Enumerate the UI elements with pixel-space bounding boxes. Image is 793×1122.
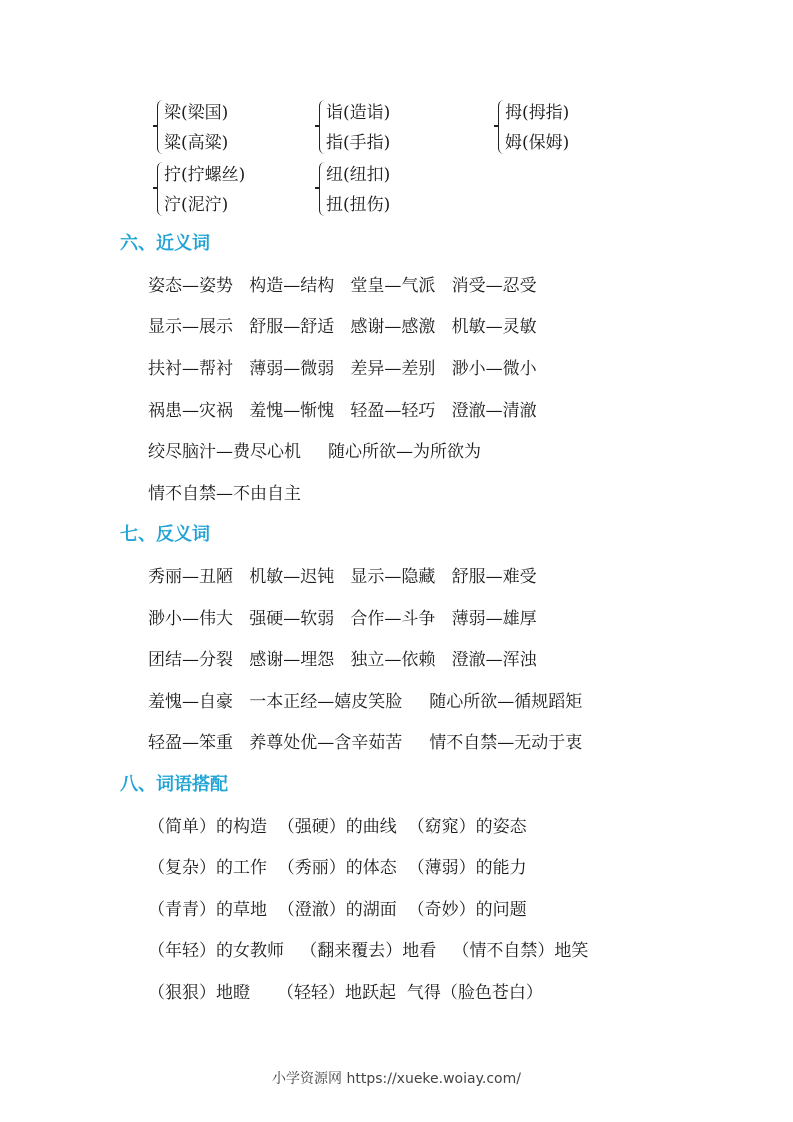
char-group-5 (326, 160, 390, 220)
collocation-line: （狠狠）地瞪 （轻轻）地跃起 气得（脸色苍白） (148, 983, 543, 1003)
char-item: 诣(造诣) (326, 103, 391, 123)
antonym-line: 渺小—伟大 强硬—软弱 合作—斗争 薄弱—雄厚 (148, 609, 537, 629)
antonym-line: 轻盈—笨重 养尊处优—含辛茹苦 情不自禁—无动于衷 (148, 733, 583, 753)
collocation-line: （青青）的草地 （澄澈）的湖面 （奇妙）的问题 (148, 900, 527, 920)
synonym-line: 绞尽脑汁—费尽心机 随心所欲—为所欲为 (148, 442, 482, 462)
collocation-line: （简单）的构造 （强硬）的曲线 （窈窕）的姿态 (148, 817, 527, 837)
section-heading-synonyms: 六、近义词 (120, 233, 210, 254)
char-item: 指(手指) (326, 133, 391, 153)
char-group-3 (505, 98, 569, 158)
char-item: 拇(拇指) (505, 103, 570, 123)
char-item: 粱(高粱) (164, 133, 229, 153)
antonym-line: 羞愧—自豪 一本正经—嬉皮笑脸 随心所欲—循规蹈矩 (148, 692, 583, 712)
char-group-1 (164, 98, 228, 158)
brace-icon (319, 162, 325, 216)
section-heading-collocations: 八、词语搭配 (120, 774, 228, 795)
brace-icon (319, 100, 325, 154)
section-heading-antonyms: 七、反义词 (120, 524, 210, 545)
char-group-2 (326, 98, 390, 158)
antonym-line: 团结—分裂 感谢—埋怨 独立—依赖 澄澈—浑浊 (148, 650, 537, 670)
char-item: 拧(拧螺丝) (164, 165, 246, 185)
collocation-line: （复杂）的工作 （秀丽）的体态 （薄弱）的能力 (148, 858, 527, 878)
synonym-line: 扶衬—帮衬 薄弱—微弱 差异—差别 渺小—微小 (148, 359, 537, 379)
char-item: 扭(扭伤) (326, 195, 391, 215)
synonym-line: 祸患—灾祸 羞愧—惭愧 轻盈—轻巧 澄澈—清澈 (148, 401, 537, 421)
synonym-line: 情不自禁—不由自主 (148, 484, 301, 504)
footer-source: 小学资源网 https://xueke.woiay.com/ (272, 1071, 521, 1087)
brace-icon (157, 162, 163, 216)
collocation-line: （年轻）的女教师 （翻来覆去）地看 （情不自禁）地笑 (148, 941, 589, 961)
char-group-4 (164, 160, 245, 220)
synonym-line: 显示—展示 舒服—舒适 感谢—感激 机敏—灵敏 (148, 317, 537, 337)
brace-icon (498, 100, 504, 154)
char-item: 泞(泥泞) (164, 195, 229, 215)
char-item: 梁(梁国) (164, 103, 229, 123)
char-item: 纽(纽扣) (326, 165, 391, 185)
char-item: 姆(保姆) (505, 133, 570, 153)
brace-icon (157, 100, 163, 154)
synonym-line: 姿态—姿势 构造—结构 堂皇—气派 消受—忍受 (148, 276, 537, 296)
antonym-line: 秀丽—丑陋 机敏—迟钝 显示—隐藏 舒服—难受 (148, 567, 537, 587)
